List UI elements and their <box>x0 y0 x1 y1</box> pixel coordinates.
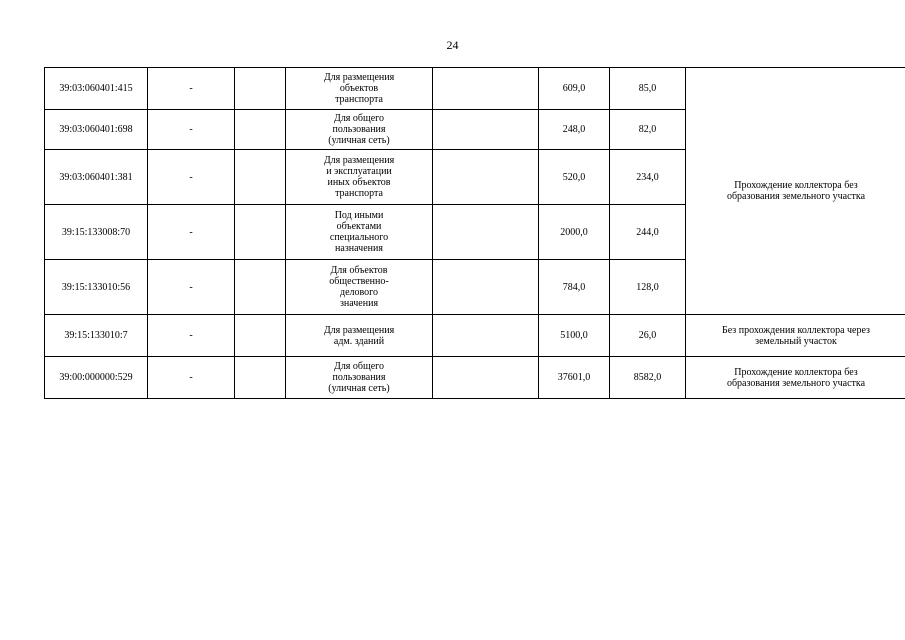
cadastral-number-cell: 39:15:133010:7 <box>45 315 148 357</box>
area-cell: 5100,0 <box>539 315 610 357</box>
merged-note-cell-line: Прохождение коллектора без <box>734 180 858 191</box>
cadastral-number-cell: 39:00:000000:529 <box>45 357 148 399</box>
purpose-cell <box>286 150 433 205</box>
purpose-cell <box>286 110 433 150</box>
affected-area-cell: 128,0 <box>610 260 686 315</box>
purpose-cell <box>286 357 433 399</box>
purpose-cell-line: и эксплуатации <box>326 166 392 177</box>
dash-cell: - <box>148 68 235 110</box>
cadastral-number-cell: 39:15:133010:56 <box>45 260 148 315</box>
area-cell: 37601,0 <box>539 357 610 399</box>
purpose-cell-line: (уличная сеть) <box>328 135 390 146</box>
dash-cell: - <box>148 260 235 315</box>
table-row <box>45 357 905 399</box>
empty-cell <box>235 315 286 357</box>
empty-cell <box>433 357 539 399</box>
empty-cell <box>235 205 286 260</box>
purpose-cell <box>286 68 433 110</box>
empty-cell <box>235 357 286 399</box>
purpose-cell-line: общественно- <box>329 276 389 287</box>
area-cell: 2000,0 <box>539 205 610 260</box>
area-cell: 784,0 <box>539 260 610 315</box>
purpose-cell-line: делового <box>339 287 379 298</box>
empty-cell <box>433 260 539 315</box>
affected-area-cell: 234,0 <box>610 150 686 205</box>
purpose-cell-line: Для общего <box>334 113 384 124</box>
empty-cell <box>235 68 286 110</box>
purpose-cell-line: Для объектов <box>330 265 388 276</box>
cadastral-number-cell: 39:15:133008:70 <box>45 205 148 260</box>
purpose-cell-line: (уличная сеть) <box>328 383 390 394</box>
cadastral-number-cell: 39:03:060401:381 <box>45 150 148 205</box>
purpose-cell-line: Для размещения <box>323 155 395 166</box>
note-cell-line: земельный участок <box>755 335 837 347</box>
empty-cell <box>433 205 539 260</box>
purpose-cell-line: Для общего <box>334 361 384 372</box>
dash-cell: - <box>148 357 235 399</box>
purpose-cell-line: Под иными <box>334 210 384 221</box>
purpose-cell-line: пользования <box>332 372 386 383</box>
affected-area-cell: 244,0 <box>610 205 686 260</box>
cadastral-number-cell: 39:03:060401:698 <box>45 110 148 150</box>
affected-area-cell: 8582,0 <box>610 357 686 399</box>
empty-cell <box>235 150 286 205</box>
note-cell-line: Без прохождения коллектора через <box>722 324 870 336</box>
affected-area-cell: 26,0 <box>610 315 686 357</box>
dash-cell: - <box>148 315 235 357</box>
merged-note-cell-line: образования земельного участка <box>726 191 866 202</box>
purpose-cell-line: специального <box>329 232 389 243</box>
purpose-cell-line: объектами <box>336 221 382 232</box>
purpose-cell-line: транспорта <box>335 188 383 199</box>
purpose-cell-line: транспорта <box>335 94 383 105</box>
purpose-cell-line: Для размещения <box>323 72 395 83</box>
note-cell <box>686 357 905 399</box>
purpose-cell-line: назначения <box>335 243 383 254</box>
affected-area-cell: 85,0 <box>610 68 686 110</box>
empty-cell <box>235 260 286 315</box>
purpose-cell <box>286 260 433 315</box>
note-cell-line: Прохождение коллектора без <box>734 366 858 378</box>
area-cell: 609,0 <box>539 68 610 110</box>
area-cell: 248,0 <box>539 110 610 150</box>
merged-note-cell <box>686 68 905 315</box>
purpose-cell-line: объектов <box>339 83 379 94</box>
table-row <box>45 315 905 357</box>
purpose-cell-line: Для размещения <box>323 324 395 336</box>
dash-cell: - <box>148 205 235 260</box>
parcels-table-body <box>45 68 905 399</box>
empty-cell <box>235 110 286 150</box>
page-number: 24 <box>446 38 459 52</box>
dash-cell: - <box>148 150 235 205</box>
empty-cell <box>433 68 539 110</box>
cadastral-number-cell: 39:03:060401:415 <box>45 68 148 110</box>
purpose-cell <box>286 315 433 357</box>
purpose-cell <box>286 205 433 260</box>
purpose-cell-line: пользования <box>332 124 386 135</box>
dash-cell: - <box>148 110 235 150</box>
table-row <box>45 68 905 110</box>
purpose-cell-line: адм. зданий <box>333 335 385 347</box>
note-cell <box>686 315 905 357</box>
purpose-cell-line: иных объектов <box>327 177 391 188</box>
empty-cell <box>433 315 539 357</box>
empty-cell <box>433 110 539 150</box>
empty-cell <box>433 150 539 205</box>
note-cell-line: образования земельного участка <box>726 377 866 389</box>
area-cell: 520,0 <box>539 150 610 205</box>
purpose-cell-line: значения <box>339 298 379 309</box>
affected-area-cell: 82,0 <box>610 110 686 150</box>
parcels-table <box>44 67 905 399</box>
